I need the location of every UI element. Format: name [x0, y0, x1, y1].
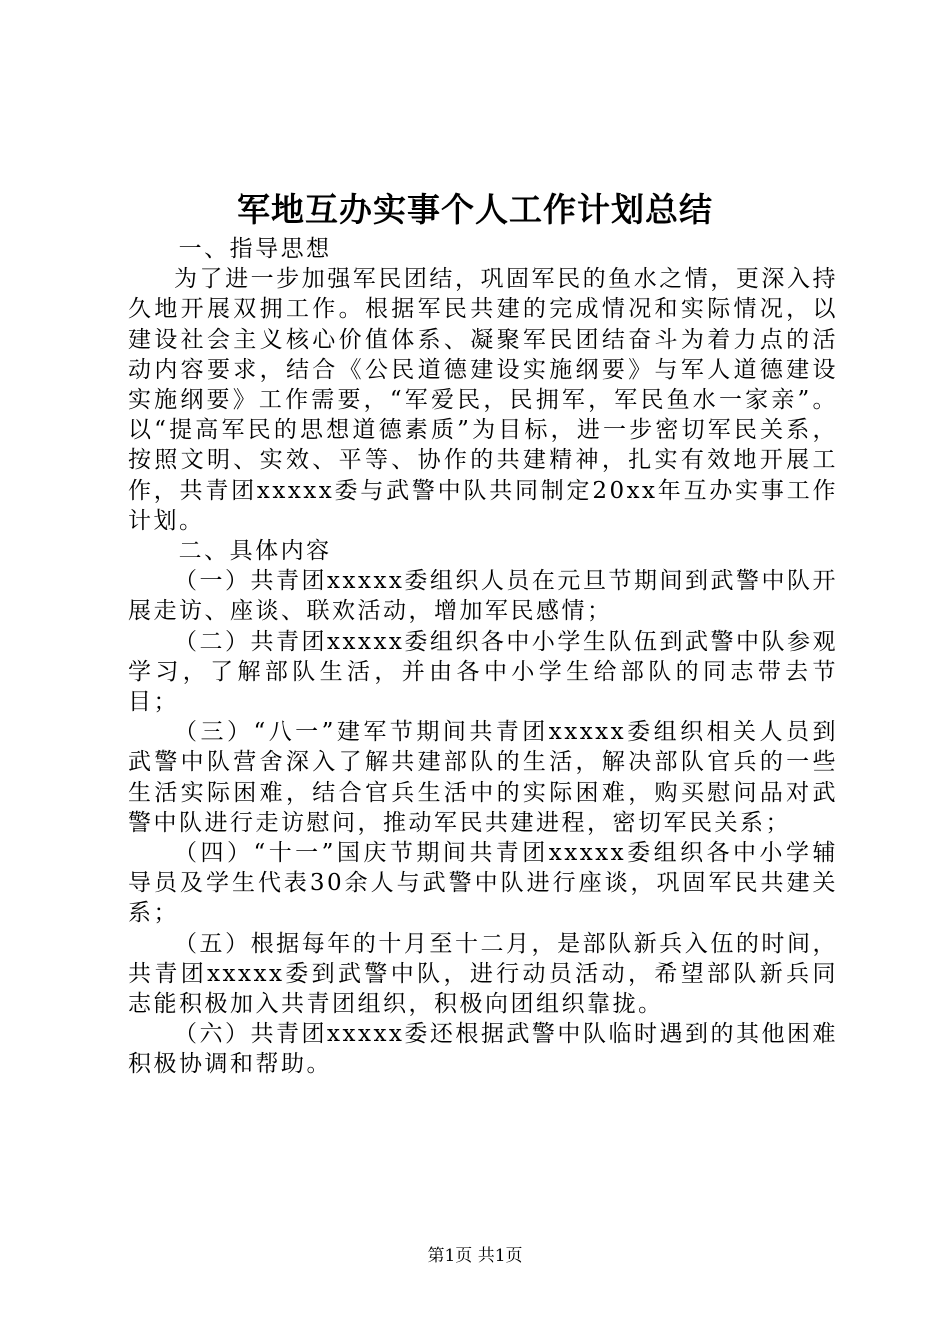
page-footer: 第1页 共1页 [427, 1246, 523, 1266]
paragraph-guiding-thought: 为了进一步加强军民团结，巩固军民的鱼水之情，更深入持久地开展双拥工作。根据军民共建的完成情况和实际情况，以建设社会主义核心价值体系、凝聚军民团结奋斗为着力点的活动内容要求，结合《公民道德建设实施纲要》与军人道德建设实施纲要》工作需要，“军爱民，民拥军，军民鱼水一家亲”。以“提高军民的思想道德素质”为目标，进一步密切军民关系，按照文明、实效、平等、协作的共建精神，扎实有效地开展工作，共青团xxxxx委与武警中队共同制定20xx年互办实事工作计划。 [128, 266, 838, 534]
section-heading-specific-content: 二、具体内容 [178, 538, 332, 565]
list-item-4: （四）“十一”国庆节期间共青团xxxxx委组织各中小学辅导员及学生代表30余人与武警中队进行座谈，巩固军民共建关系； [128, 840, 838, 927]
list-item-3: （三）“八一”建军节期间共青团xxxxx委组织相关人员到武警中队营舍深入了解共建部队的生活，解决部队官兵的一些生活实际困难，结合官兵生活中的实际困难，购买慰问品对武警中队进行走访慰问，推动军民共建进程，密切军民关系； [128, 719, 838, 836]
list-item-1: （一）共青团xxxxx委组织人员在元旦节期间到武警中队开展走访、座谈、联欢活动，增加军民感情； [128, 568, 838, 625]
list-item-6: （六）共青团xxxxx委还根据武警中队临时遇到的其他困难积极协调和帮助。 [128, 1021, 838, 1078]
document-title: 军地互办实事个人工作计划总结 [237, 190, 713, 229]
document-body [128, 234, 838, 1080]
section-heading-guiding-thought: 一、指导思想 [178, 236, 332, 262]
list-item-2: （二）共青团xxxxx委组织各中小学生队伍到武警中队参观学习，了解部队生活，并由各中小学生给部队的同志带去节目； [128, 628, 838, 716]
list-item-5: （五）根据每年的十月至十二月，是部队新兵入伍的时间，共青团xxxxx委到武警中队，进行动员活动，希望部队新兵同志能积极加入共青团组织，积极向团组织靠拢。 [128, 930, 838, 1018]
